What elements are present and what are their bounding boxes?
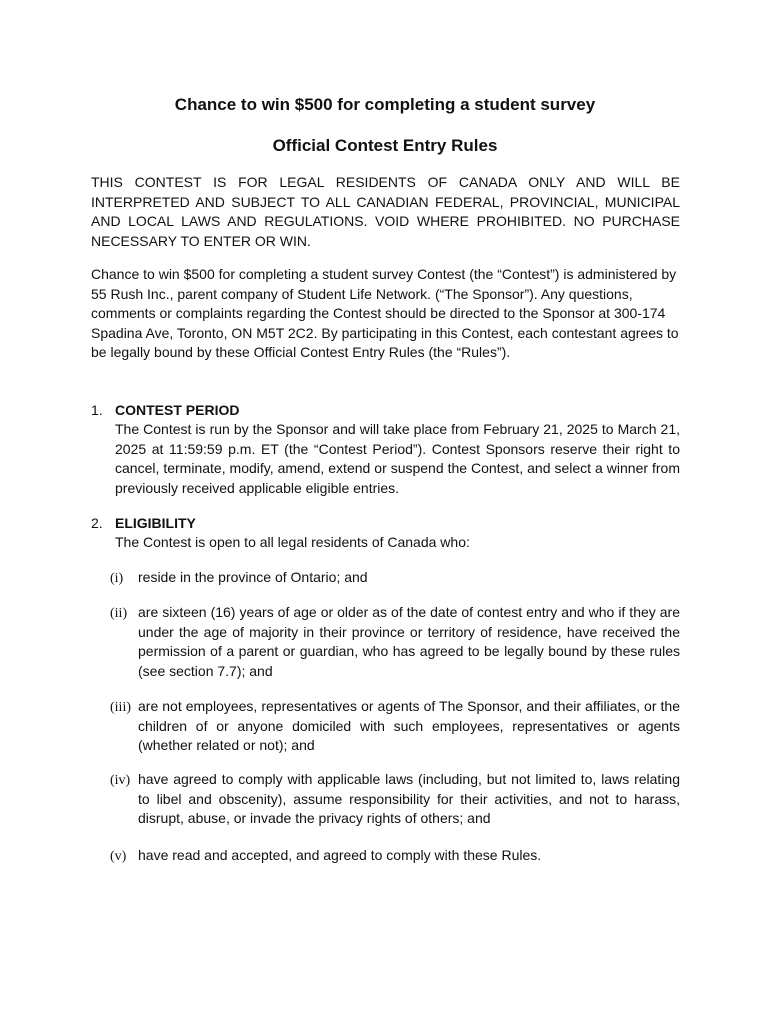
list-marker: (i): [110, 571, 124, 586]
list-item: have agreed to comply with applicable laws (including, but not limited to, laws relating to libel and obscenity), assume responsibility for their activities, and not to harass, disrupt, abuse, or invade the privacy rights of others; and: [138, 771, 680, 827]
section-number: 1.: [91, 402, 103, 418]
legal-notice: THIS CONTEST IS FOR LEGAL RESIDENTS OF CANADA ONLY AND WILL BE INTERPRETED AND SUBJECT TO ALL CANADIAN FEDERAL, PROVINCIAL, MUNICIPAL AND LOCAL LAWS AND REGULATIONS. VOID WHERE PROHIBITED. NO PURCHASE NECESSARY TO ENTER OR WIN.: [91, 174, 680, 249]
list-item: are not employees, representatives or agents of The Sponsor, and their affiliates, or the children of or anyone domiciled with such employees, representatives or agents (whether related or not); and: [138, 698, 680, 754]
section-heading: ELIGIBILITY: [115, 515, 196, 531]
intro-paragraph: Chance to win $500 for completing a student survey Contest (the “Contest”) is administered by 55 Rush Inc., parent company of Student Life Network. (“The Sponsor”). Any questions, comments or complaints regarding the Contest should be directed to the Sponsor at 300-174 Spadina Ave, Toronto, ON M5T 2C2. By participating in this Contest, each contestant agrees to be legally bound by these Official Contest Entry Rules (the “Rules”).: [91, 266, 679, 361]
document-title: Chance to win $500 for completing a student survey: [174, 95, 596, 114]
list-marker: (v): [110, 849, 127, 864]
list-marker: (iii): [110, 700, 131, 715]
document-subtitle: Official Contest Entry Rules: [272, 136, 498, 155]
section-body: The Contest is open to all legal residents of Canada who:: [115, 534, 470, 550]
list-item: are sixteen (16) years of age or older as of the date of contest entry and who if they are under the age of majority in their province or territory of residence, have received the permission of a parent or guardian, who has agreed to be legally bound by these rules (see section 7.7); and: [138, 604, 680, 679]
list-marker: (ii): [110, 606, 128, 621]
list-marker: (iv): [110, 773, 131, 788]
list-item: reside in the province of Ontario; and: [138, 569, 368, 585]
section-number: 2.: [91, 515, 103, 531]
section-body: The Contest is run by the Sponsor and will take place from February 21, 2025 to March 21, 2025 at 11:59:59 p.m. ET (the “Contest Period”). Contest Sponsors reserve their right to cancel, terminate, modify, amend, extend or suspend the Contest, and select a winner from previously received applicable eligible entries.: [115, 421, 680, 496]
section-heading: CONTEST PERIOD: [115, 402, 240, 418]
list-item: have read and accepted, and agreed to comply with these Rules.: [138, 847, 542, 863]
